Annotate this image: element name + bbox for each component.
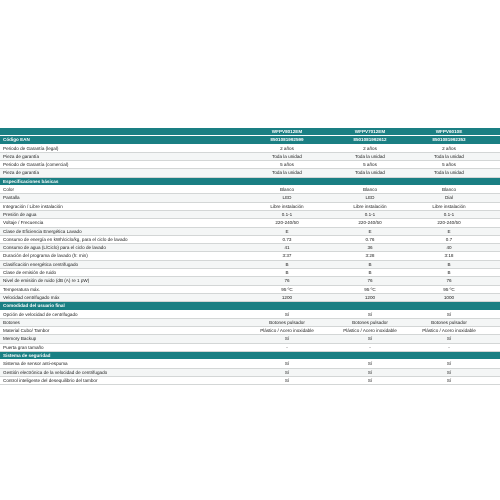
row-value: E [447, 228, 451, 234]
row-value: Botones pulsador [431, 319, 467, 325]
row-value: Sí [367, 336, 373, 342]
row-value: Botones pulsador [352, 319, 388, 325]
row-value: 2 años [442, 145, 456, 151]
row-value: B [447, 261, 451, 267]
row-value: 0.73 [282, 236, 292, 242]
table-row [0, 219, 500, 227]
table-row [0, 194, 500, 202]
row-value: Plástico / Acero inoxidable [260, 328, 314, 334]
row-value: 3:18 [444, 253, 454, 259]
row-value: 1200 [364, 294, 376, 300]
row-label: Pieza de garantía [3, 170, 40, 176]
row-value: Libre instalación [353, 203, 387, 209]
ean-value: 8501081992353 [432, 137, 466, 143]
row-value: Botones pulsador [269, 319, 305, 325]
spec-table [0, 128, 500, 385]
row-value: Sí [446, 361, 452, 367]
row-label: Puerta gran tamaño [3, 344, 44, 350]
row-value: B [368, 270, 372, 276]
row-value: 2 años [363, 145, 377, 151]
row-value: Sí [446, 369, 452, 375]
model-name: WFPV7012EM [354, 129, 386, 134]
table-row [0, 244, 500, 252]
table-row [0, 277, 500, 285]
row-value: - [369, 344, 371, 350]
row-value: Toda la unidad [272, 170, 302, 176]
row-value: Sí [367, 377, 373, 383]
row-value: 41 [284, 245, 290, 251]
row-label: Pantalla [3, 195, 20, 201]
row-value: Sí [446, 336, 452, 342]
ean-label: Código EAN [3, 137, 30, 143]
row-label: Integración / Libre instalación [3, 203, 63, 209]
row-value: E [368, 228, 372, 234]
section-title: Sistema de seguridad [3, 353, 51, 359]
table-row [0, 169, 500, 177]
row-value: 5 años [442, 162, 456, 168]
section-header [0, 178, 500, 186]
row-label: Botones [3, 319, 20, 325]
model-header-row [0, 128, 500, 136]
section-header [0, 352, 500, 360]
row-value: 36 [367, 245, 373, 251]
row-value: Sí [446, 377, 452, 383]
row-value: Sí [367, 369, 373, 375]
ean-row [0, 136, 500, 144]
model-name: WFPV6010E [435, 129, 463, 134]
table-row [0, 311, 500, 319]
row-label: Periodo de Garantía (legal) [3, 145, 59, 151]
row-value: Plástico / Acero inoxidable [422, 328, 476, 334]
section-title: Comodidad del usuario final [3, 303, 65, 309]
row-value: Toda la unidad [355, 170, 385, 176]
row-label: Color [3, 187, 14, 193]
table-row [0, 203, 500, 211]
table-row [0, 261, 500, 269]
table-row [0, 145, 500, 153]
row-value: Blanco [279, 187, 295, 193]
row-value: - [286, 344, 288, 350]
spec-sections [0, 145, 500, 386]
row-label: Clase de emisión de ruido [3, 270, 57, 276]
table-row [0, 377, 500, 385]
row-value: 1200 [281, 294, 293, 300]
table-row [0, 228, 500, 236]
row-value: Toda la unidad [272, 153, 302, 159]
row-value: Blanco [362, 187, 378, 193]
model-name: WFPV8012EM [271, 129, 303, 134]
row-label: Velocidad centrifugado máx [3, 294, 60, 300]
row-label: Duración del programa de lavado (h: min) [3, 253, 88, 259]
table-row [0, 252, 500, 260]
row-value: 220-240/50 [437, 220, 461, 226]
row-label: Control inteligente del desequilibrio del tambor [3, 377, 98, 383]
table-row [0, 286, 500, 294]
row-label: Opción de velocidad de centrifugado [3, 311, 78, 317]
table-row [0, 236, 500, 244]
row-value: Libre instalación [432, 203, 466, 209]
row-value: 220-240/50 [358, 220, 382, 226]
row-value: Toda la unidad [434, 170, 464, 176]
table-row [0, 335, 500, 343]
row-value: Toda la unidad [434, 153, 464, 159]
row-label: Sistema de sensor anti-espuma [3, 361, 68, 367]
table-row [0, 153, 500, 161]
row-label: Presión de agua [3, 211, 37, 217]
row-value: 5 años [280, 162, 294, 168]
table-row [0, 186, 500, 194]
row-label: Material Cubo/ Tambor [3, 328, 50, 334]
row-label: Clasificación energética centrifugado [3, 261, 79, 267]
row-label: Consumo de energía en kWh/ciclo/kg, para el ciclo de lavado [3, 236, 128, 242]
table-row [0, 269, 500, 277]
row-value: Plástico / Acero inoxidable [343, 328, 397, 334]
row-value: Sí [367, 361, 373, 367]
row-value: 95 ºC [281, 286, 293, 292]
row-value: Sí [367, 311, 373, 317]
row-value: 40 [446, 245, 452, 251]
row-value: Sí [284, 311, 290, 317]
row-label: Consumo de agua (L/Ciclo) para el ciclo de lavado [3, 245, 106, 251]
row-label: Pieza de garantía [3, 153, 40, 159]
table-row [0, 211, 500, 219]
row-value: 95 ºC [364, 286, 376, 292]
row-value: 220-240/50 [275, 220, 299, 226]
row-value: B [368, 261, 372, 267]
table-row [0, 294, 500, 302]
row-value: 76 [367, 278, 373, 284]
table-row [0, 344, 500, 352]
row-value: 95 ºC [443, 286, 455, 292]
row-value: Blanco [441, 187, 457, 193]
row-value: 0.76 [365, 236, 375, 242]
row-value: E [285, 228, 289, 234]
row-label: Periodo de Garantía (comercial) [3, 162, 69, 168]
row-value: - [448, 344, 450, 350]
row-value: 0.7 [445, 236, 453, 242]
row-value: Sí [284, 377, 290, 383]
row-value: 0.1-1 [443, 211, 455, 217]
row-value: LED [282, 195, 292, 201]
row-value: 76 [284, 278, 290, 284]
row-value: 2 años [280, 145, 294, 151]
row-value: Sí [284, 369, 290, 375]
row-value: 1000 [443, 294, 455, 300]
row-label: Voltaje / Frecuencia [3, 220, 44, 226]
row-value: 0.1-1 [281, 211, 293, 217]
row-value: B [447, 270, 451, 276]
ean-value: 8501081992599 [270, 137, 304, 143]
row-value: B [285, 270, 289, 276]
row-value: B [285, 261, 289, 267]
row-value: 3:28 [365, 253, 375, 259]
row-value: Toda la unidad [355, 153, 385, 159]
row-value: 76 [446, 278, 452, 284]
table-row [0, 360, 500, 368]
table-row [0, 319, 500, 327]
row-value: Sí [284, 361, 290, 367]
row-label: Temperatura máx. [3, 286, 41, 292]
table-row [0, 161, 500, 169]
section-title: Especificaciones básicas [3, 178, 59, 184]
row-value: 5 años [363, 162, 377, 168]
row-value: Dial [445, 195, 453, 201]
row-value: Sí [284, 336, 290, 342]
row-label: Clase de Eficiencia Energética Lavado [3, 228, 82, 234]
row-label: Nivel de emisión de ruido (dB (A) re 1 pW) [3, 278, 90, 284]
row-label: Gestión electrónica de la velocidad de centrifugado [3, 369, 108, 375]
row-label: Memory Backup [3, 336, 37, 342]
row-value: 3:37 [282, 253, 292, 259]
row-value: 0.1-1 [364, 211, 376, 217]
section-header [0, 302, 500, 310]
ean-value: 8501081992612 [353, 137, 387, 143]
table-row [0, 327, 500, 335]
row-value: Libre instalación [270, 203, 304, 209]
row-value: Sí [446, 311, 452, 317]
table-row [0, 369, 500, 377]
row-value: LED [365, 195, 375, 201]
